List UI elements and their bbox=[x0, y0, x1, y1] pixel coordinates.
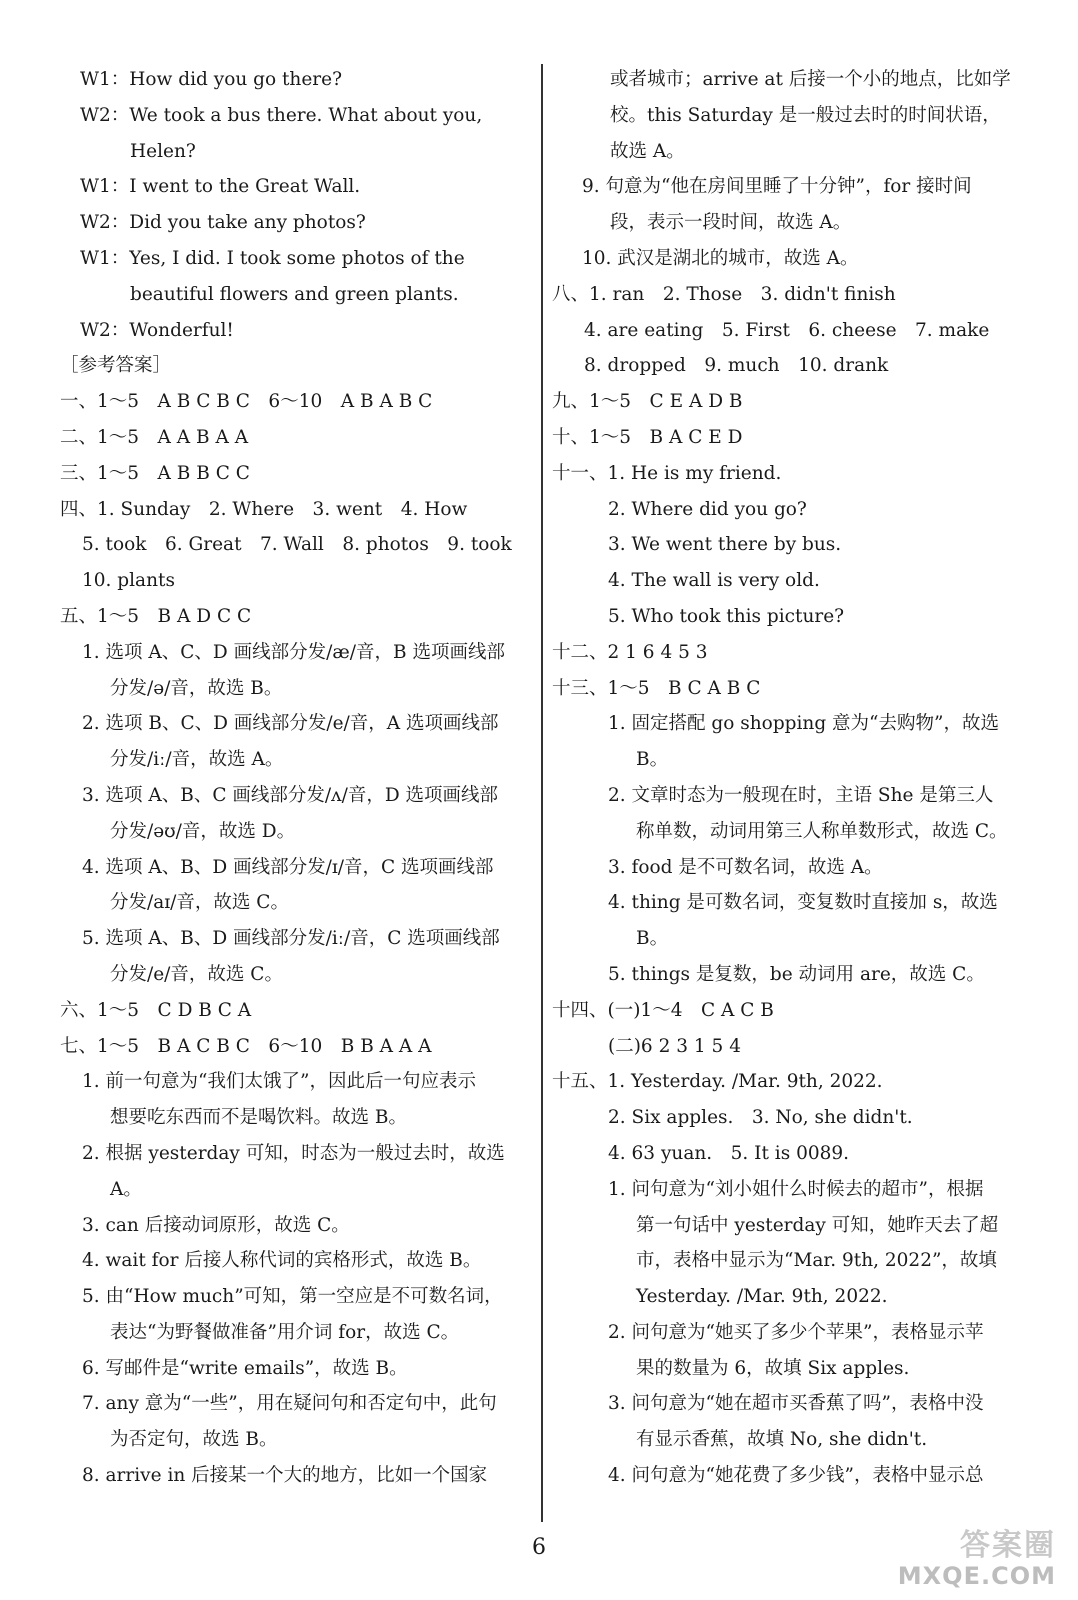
text-line: 四、1. Sunday 2. Where 3. went 4. How bbox=[60, 498, 468, 520]
text-line: 七、1～5 B A C B C 6～10 B B A A A bbox=[60, 1035, 432, 1057]
text-line: B。 bbox=[636, 749, 669, 771]
text-line: 4. thing 是可数名词，变复数时直接加 s，故选 bbox=[608, 892, 998, 914]
text-line: 4. 问句意为“她花费了多少钱”，表格中显示总 bbox=[608, 1465, 984, 1487]
text-line: 2. 选项 B、C、D 画线部分发/e/音，A 选项画线部 bbox=[82, 713, 499, 735]
text-line: 分发/aɪ/音，故选 C。 bbox=[110, 892, 289, 914]
text-line: 4. 63 yuan. 5. It is 0089. bbox=[608, 1142, 850, 1164]
text-line: 7. any 意为“一些”，用在疑问句和否定句中，此句 bbox=[82, 1393, 497, 1415]
text-line: 6. 写邮件是“write emails”，故选 B。 bbox=[82, 1357, 408, 1379]
text-line: 4. are eating 5. First 6. cheese 7. make bbox=[584, 319, 990, 341]
text-line: 3. 问句意为“她在超市买香蕉了吗”，表格中没 bbox=[608, 1393, 984, 1415]
right-column bbox=[552, 62, 1038, 1494]
text-line: 5. 由“How much”可知，第一空应是不可数名词， bbox=[82, 1286, 503, 1308]
text-line: 十二、2 1 6 4 5 3 bbox=[552, 641, 708, 663]
text-line: 校。this Saturday 是一般过去时的时间状语， bbox=[610, 104, 1001, 126]
text-line: 9. 句意为“他在房间里睡了十分钟”，for 接时间 bbox=[582, 176, 972, 198]
text-line: 十一、1. He is my friend. bbox=[552, 462, 782, 484]
text-line: beautiful flowers and green plants. bbox=[130, 283, 459, 305]
text-line: 十五、1. Yesterday. /Mar. 9th, 2022. bbox=[552, 1071, 883, 1093]
text-line: 为否定句，故选 B。 bbox=[110, 1429, 278, 1451]
text-line: 十、1～5 B A C E D bbox=[552, 426, 743, 448]
text-line: 5. Who took this picture? bbox=[608, 605, 845, 627]
text-line: 4. 选项 A、B、D 画线部分发/ɪ/音，C 选项画线部 bbox=[82, 856, 494, 878]
text-line: W2：Wonderful! bbox=[80, 319, 234, 341]
text-line: ［参考答案］ bbox=[60, 355, 172, 377]
text-line: 分发/əʊ/音，故选 D。 bbox=[110, 820, 296, 842]
text-line: 故选 A。 bbox=[610, 140, 685, 162]
text-line: 3. We went there by bus. bbox=[608, 534, 842, 556]
text-line: W2：Did you take any photos? bbox=[80, 212, 366, 234]
text-line: 3. can 后接动词原形，故选 C。 bbox=[82, 1214, 350, 1236]
text-line: 或者城市；arrive at 后接一个小的地点，比如学 bbox=[610, 69, 1011, 90]
text-line: 1. 固定搭配 go shopping 意为“去购物”，故选 bbox=[608, 713, 999, 735]
page-number: 6 bbox=[532, 1535, 546, 1560]
text-line: W2：We took a bus there. What about you, bbox=[80, 104, 483, 126]
text-line: 果的数量为 6，故填 Six apples. bbox=[636, 1357, 910, 1379]
text-line: (二)6 2 3 1 5 4 bbox=[608, 1035, 741, 1057]
text-line: 1. 前一句意为“我们太饿了”，因此后一句应表示 bbox=[82, 1071, 476, 1093]
text-line: 8. dropped 9. much 10. drank bbox=[584, 355, 889, 377]
text-line: 想要吃东西而不是喝饮料。故选 B。 bbox=[110, 1107, 407, 1129]
text-line: 2. Six apples. 3. No, she didn't. bbox=[608, 1107, 913, 1129]
text-line: 分发/ə/音，故选 B。 bbox=[110, 677, 283, 699]
watermark-logo-text: 答案圈 bbox=[960, 1528, 1056, 1563]
text-line: 2. Where did you go? bbox=[608, 498, 807, 520]
text-line: 分发/e/音，故选 C。 bbox=[110, 963, 283, 985]
text-line: 五、1～5 B A D C C bbox=[60, 605, 252, 627]
text-line: 表达“为野餐做准备”用介词 for，故选 C。 bbox=[110, 1321, 460, 1343]
text-line: 1. 问句意为“刘小姐什么时候去的超市”，根据 bbox=[608, 1178, 984, 1200]
text-line: 一、1～5 A B C B C 6～10 A B A B C bbox=[60, 391, 433, 413]
left-column bbox=[60, 62, 532, 1494]
text-line: Yesterday. /Mar. 9th, 2022. bbox=[636, 1286, 888, 1308]
text-line: 2. 根据 yesterday 可知，时态为一般过去时，故选 bbox=[82, 1142, 505, 1164]
text-line: W1：How did you go there? bbox=[80, 69, 343, 90]
text-line: B。 bbox=[636, 928, 669, 950]
text-line: 八、1. ran 2. Those 3. didn't finish bbox=[552, 283, 896, 305]
text-line: 8. arrive in 后接某一个大的地方，比如一个国家 bbox=[82, 1465, 488, 1487]
text-line: 3. 选项 A、B、C 画线部分发/ʌ/音，D 选项画线部 bbox=[82, 784, 499, 806]
text-line: 4. The wall is very old. bbox=[608, 570, 820, 592]
text-line: Helen? bbox=[130, 140, 196, 162]
text-line: 三、1～5 A B B C C bbox=[60, 462, 250, 484]
watermark bbox=[896, 1520, 1056, 1590]
text-line: 称单数，动词用第三人称单数形式，故选 C。 bbox=[636, 820, 1008, 842]
text-line: 段，表示一段时间，故选 A。 bbox=[610, 212, 852, 234]
text-line: A。 bbox=[110, 1178, 142, 1200]
text-line: 2. 问句意为“她买了多少个苹果”，表格显示苹 bbox=[608, 1321, 984, 1343]
watermark-url: MXQE.COM bbox=[897, 1562, 1056, 1590]
text-line: 十四、(一)1～4 C A C B bbox=[552, 999, 774, 1021]
text-line: 1. 选项 A、C、D 画线部分发/æ/音，B 选项画线部 bbox=[82, 641, 505, 663]
text-line: 第一句话中 yesterday 可知，她昨天去了超 bbox=[636, 1214, 999, 1236]
text-line: 5. things 是复数，be 动词用 are，故选 C。 bbox=[608, 963, 985, 985]
text-line: 10. plants bbox=[82, 570, 175, 592]
text-line: 九、1～5 C E A D B bbox=[552, 391, 743, 413]
text-line: 4. wait for 后接人称代词的宾格形式，故选 B。 bbox=[82, 1250, 482, 1272]
text-line: 二、1～5 A A B A A bbox=[60, 426, 249, 448]
text-line: 六、1～5 C D B C A bbox=[60, 999, 252, 1021]
text-line: 市，表格中显示为“Mar. 9th, 2022”，故填 bbox=[636, 1250, 997, 1272]
text-line: 十三、1～5 B C A B C bbox=[552, 677, 761, 699]
text-line: W1：Yes, I did. I took some photos of the bbox=[80, 247, 465, 269]
text-line: 5. 选项 A、B、D 画线部分发/iː/音，C 选项画线部 bbox=[82, 928, 500, 950]
divider-line bbox=[541, 64, 543, 1522]
text-line: 分发/iː/音，故选 A。 bbox=[110, 749, 284, 771]
text-line: W1：I went to the Great Wall. bbox=[80, 176, 361, 198]
text-line: 10. 武汉是湖北的城市，故选 A。 bbox=[582, 247, 859, 269]
text-line: 有显示香蕉，故填 No, she didn't. bbox=[636, 1429, 928, 1451]
text-line: 2. 文章时态为一般现在时，主语 She 是第三人 bbox=[608, 784, 994, 806]
text-line: 5. took 6. Great 7. Wall 8. photos 9. took bbox=[82, 534, 512, 556]
text-line: 3. food 是不可数名词，故选 A。 bbox=[608, 856, 883, 878]
